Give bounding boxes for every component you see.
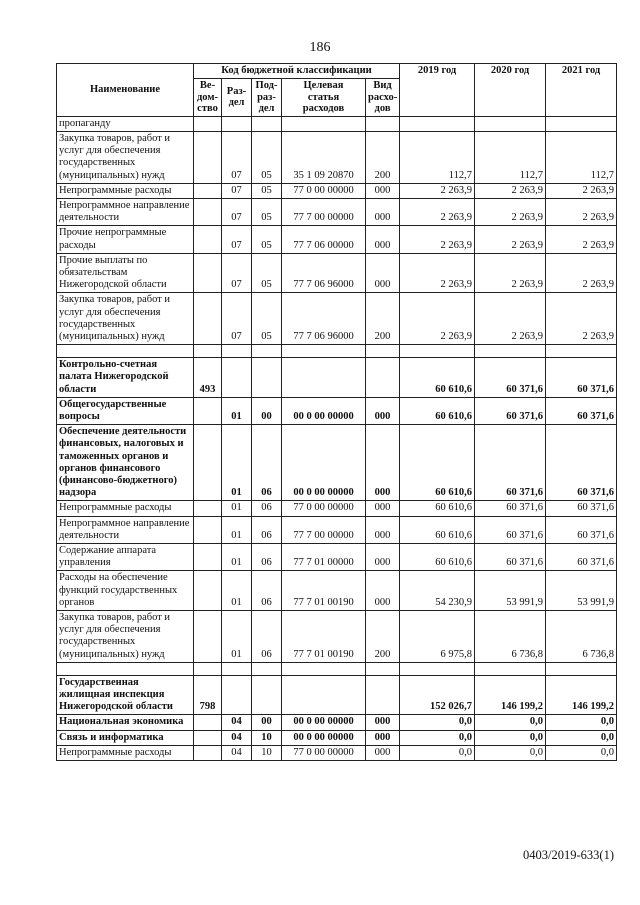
cell-razdel: 01 <box>222 571 252 611</box>
cell-name: Содержание аппарата управления <box>57 544 194 571</box>
table-row <box>57 675 617 715</box>
cell-csr: 77 7 06 96000 <box>282 293 366 345</box>
cell-y2019: 54 230,9 <box>400 571 475 611</box>
header-podrazdel: Под- раз- дел <box>252 79 282 117</box>
header-csr: Целевая статья расходов <box>282 79 366 117</box>
cell-podrazdel: 06 <box>252 516 282 543</box>
cell-csr: 00 0 00 00000 <box>282 425 366 501</box>
cell-y2020: 60 371,6 <box>475 397 546 424</box>
cell-csr: 77 0 00 00000 <box>282 183 366 198</box>
cell-csr <box>282 675 366 715</box>
cell-name: пропаганду <box>57 116 194 131</box>
page-number: 186 <box>309 40 331 55</box>
cell-y2021: 0,0 <box>546 745 617 760</box>
header-year-2021: 2021 год <box>546 64 617 117</box>
table-header <box>57 64 617 117</box>
cell-y2019: 0,0 <box>400 715 475 730</box>
cell-razdel: 01 <box>222 516 252 543</box>
table-body <box>57 116 617 760</box>
cell-name: Национальная экономика <box>57 715 194 730</box>
empty-cell <box>194 662 222 675</box>
cell-razdel: 04 <box>222 730 252 745</box>
cell-name: Государственная жилищная инспекция Нижегородской области <box>57 675 194 715</box>
empty-cell <box>366 345 400 358</box>
cell-y2019: 152 026,7 <box>400 675 475 715</box>
cell-razdel <box>222 675 252 715</box>
table-row <box>57 131 617 183</box>
cell-podrazdel: 06 <box>252 611 282 663</box>
empty-cell <box>252 662 282 675</box>
cell-podrazdel: 00 <box>252 397 282 424</box>
header-ved: Ве- дом- ство <box>194 79 222 117</box>
cell-y2021: 60 371,6 <box>546 501 617 516</box>
cell-name: Закупка товаров, работ и услуг для обеспечения государственных (муниципальных) нужд <box>57 293 194 345</box>
table-row <box>57 745 617 760</box>
header-year-2019: 2019 год <box>400 64 475 117</box>
cell-vr: 200 <box>366 611 400 663</box>
empty-cell <box>57 662 194 675</box>
cell-vr: 000 <box>366 226 400 253</box>
table-row <box>57 571 617 611</box>
cell-y2021: 6 736,8 <box>546 611 617 663</box>
cell-y2019: 6 975,8 <box>400 611 475 663</box>
cell-csr <box>282 116 366 131</box>
table-row <box>57 730 617 745</box>
cell-y2020: 60 371,6 <box>475 358 546 398</box>
cell-podrazdel: 06 <box>252 425 282 501</box>
cell-razdel: 07 <box>222 226 252 253</box>
cell-vr: 000 <box>366 516 400 543</box>
cell-vr: 000 <box>366 501 400 516</box>
cell-y2021: 2 263,9 <box>546 293 617 345</box>
cell-razdel: 04 <box>222 715 252 730</box>
table-row <box>57 358 617 398</box>
cell-csr: 77 7 00 00000 <box>282 516 366 543</box>
cell-podrazdel: 10 <box>252 730 282 745</box>
cell-vr: 000 <box>366 571 400 611</box>
table-row <box>57 544 617 571</box>
cell-y2021: 60 371,6 <box>546 358 617 398</box>
cell-vr: 000 <box>366 544 400 571</box>
cell-csr: 00 0 00 00000 <box>282 397 366 424</box>
cell-y2020: 2 263,9 <box>475 198 546 225</box>
cell-name: Закупка товаров, работ и услуг для обеспечения государственных (муниципальных) нужд <box>57 131 194 183</box>
cell-y2021: 60 371,6 <box>546 397 617 424</box>
cell-podrazdel: 05 <box>252 198 282 225</box>
cell-name: Общегосударственные вопросы <box>57 397 194 424</box>
cell-podrazdel <box>252 358 282 398</box>
cell-ved: 493 <box>194 358 222 398</box>
cell-podrazdel: 05 <box>252 226 282 253</box>
cell-ved <box>194 183 222 198</box>
table-row <box>57 293 617 345</box>
empty-cell <box>475 662 546 675</box>
cell-csr: 77 0 00 00000 <box>282 745 366 760</box>
cell-podrazdel: 10 <box>252 745 282 760</box>
cell-ved <box>194 198 222 225</box>
table-row <box>57 253 617 293</box>
cell-ved <box>194 425 222 501</box>
cell-y2020: 112,7 <box>475 131 546 183</box>
cell-ved <box>194 730 222 745</box>
cell-razdel: 07 <box>222 131 252 183</box>
table-row <box>57 516 617 543</box>
table-row <box>57 183 617 198</box>
cell-razdel <box>222 116 252 131</box>
cell-y2019: 60 610,6 <box>400 425 475 501</box>
cell-vr: 000 <box>366 253 400 293</box>
table-row <box>57 715 617 730</box>
header-year-2020: 2020 год <box>475 64 546 117</box>
cell-y2019: 2 263,9 <box>400 253 475 293</box>
cell-razdel: 01 <box>222 501 252 516</box>
cell-csr: 77 7 00 00000 <box>282 198 366 225</box>
cell-y2020: 53 991,9 <box>475 571 546 611</box>
empty-cell <box>475 345 546 358</box>
cell-ved <box>194 544 222 571</box>
cell-razdel: 01 <box>222 425 252 501</box>
cell-name: Непрограммные расходы <box>57 183 194 198</box>
cell-razdel: 01 <box>222 611 252 663</box>
cell-podrazdel: 00 <box>252 715 282 730</box>
cell-ved <box>194 611 222 663</box>
cell-y2020: 6 736,8 <box>475 611 546 663</box>
cell-podrazdel <box>252 116 282 131</box>
empty-cell <box>222 662 252 675</box>
cell-ved <box>194 397 222 424</box>
cell-y2020: 2 263,9 <box>475 253 546 293</box>
cell-razdel: 07 <box>222 253 252 293</box>
cell-y2019: 2 263,9 <box>400 198 475 225</box>
cell-vr: 000 <box>366 425 400 501</box>
empty-cell <box>252 345 282 358</box>
cell-podrazdel <box>252 675 282 715</box>
budget-table <box>56 63 617 761</box>
cell-vr: 000 <box>366 198 400 225</box>
empty-cell <box>282 345 366 358</box>
cell-y2021: 0,0 <box>546 715 617 730</box>
header-classification-group: Код бюджетной классификации <box>194 64 400 79</box>
cell-ved <box>194 745 222 760</box>
document-code: 0403/2019-633(1) <box>523 848 614 862</box>
cell-podrazdel: 06 <box>252 571 282 611</box>
cell-csr: 77 7 01 00190 <box>282 571 366 611</box>
cell-ved <box>194 253 222 293</box>
cell-name: Непрограммное направление деятельности <box>57 516 194 543</box>
cell-y2020: 60 371,6 <box>475 544 546 571</box>
cell-y2019 <box>400 116 475 131</box>
cell-razdel: 04 <box>222 745 252 760</box>
cell-y2020: 146 199,2 <box>475 675 546 715</box>
cell-ved <box>194 516 222 543</box>
cell-csr: 77 7 01 00190 <box>282 611 366 663</box>
cell-name: Непрограммные расходы <box>57 501 194 516</box>
empty-cell <box>366 662 400 675</box>
cell-y2020: 0,0 <box>475 715 546 730</box>
cell-y2020: 0,0 <box>475 730 546 745</box>
table-spacer-row <box>57 662 617 675</box>
cell-y2019: 60 610,6 <box>400 544 475 571</box>
cell-name: Обеспечение деятельности финансовых, налоговых и таможенных органов и органов финансового (финансово-бюджетного) надзора <box>57 425 194 501</box>
cell-vr <box>366 358 400 398</box>
cell-csr <box>282 358 366 398</box>
cell-y2019: 0,0 <box>400 745 475 760</box>
cell-csr: 77 7 01 00000 <box>282 544 366 571</box>
table-row <box>57 116 617 131</box>
cell-y2021: 53 991,9 <box>546 571 617 611</box>
cell-y2021 <box>546 116 617 131</box>
cell-name: Связь и информатика <box>57 730 194 745</box>
cell-razdel <box>222 358 252 398</box>
cell-podrazdel: 06 <box>252 501 282 516</box>
cell-y2021: 60 371,6 <box>546 425 617 501</box>
cell-name: Контрольно-счетная палата Нижегородской области <box>57 358 194 398</box>
cell-y2020: 60 371,6 <box>475 425 546 501</box>
cell-vr: 000 <box>366 730 400 745</box>
cell-csr: 00 0 00 00000 <box>282 730 366 745</box>
cell-y2021: 2 263,9 <box>546 253 617 293</box>
cell-name: Закупка товаров, работ и услуг для обеспечения государственных (муниципальных) нужд <box>57 611 194 663</box>
cell-name: Прочие непрограммные расходы <box>57 226 194 253</box>
cell-podrazdel: 06 <box>252 544 282 571</box>
cell-y2019: 0,0 <box>400 730 475 745</box>
cell-vr <box>366 116 400 131</box>
empty-cell <box>400 662 475 675</box>
table-spacer-row <box>57 345 617 358</box>
cell-razdel: 07 <box>222 293 252 345</box>
cell-podrazdel: 05 <box>252 131 282 183</box>
cell-y2020: 0,0 <box>475 745 546 760</box>
table-row <box>57 226 617 253</box>
cell-razdel: 01 <box>222 397 252 424</box>
cell-y2019: 112,7 <box>400 131 475 183</box>
cell-ved <box>194 293 222 345</box>
table-row <box>57 198 617 225</box>
cell-y2021: 0,0 <box>546 730 617 745</box>
header-vr: Вид расхо- дов <box>366 79 400 117</box>
cell-y2021: 2 263,9 <box>546 183 617 198</box>
empty-cell <box>57 345 194 358</box>
cell-ved: 798 <box>194 675 222 715</box>
cell-y2021: 112,7 <box>546 131 617 183</box>
cell-y2020: 60 371,6 <box>475 501 546 516</box>
cell-vr: 000 <box>366 183 400 198</box>
cell-name: Непрограммные расходы <box>57 745 194 760</box>
cell-vr: 000 <box>366 397 400 424</box>
empty-cell <box>194 345 222 358</box>
table-row <box>57 611 617 663</box>
header-razdel: Раз- дел <box>222 79 252 117</box>
cell-csr: 00 0 00 00000 <box>282 715 366 730</box>
cell-vr <box>366 675 400 715</box>
cell-ved <box>194 571 222 611</box>
cell-csr: 77 7 06 00000 <box>282 226 366 253</box>
cell-ved <box>194 226 222 253</box>
header-name: Наименование <box>57 64 194 117</box>
cell-razdel: 07 <box>222 183 252 198</box>
cell-y2019: 2 263,9 <box>400 293 475 345</box>
table-row <box>57 425 617 501</box>
cell-vr: 200 <box>366 131 400 183</box>
cell-y2021: 60 371,6 <box>546 544 617 571</box>
cell-podrazdel: 05 <box>252 183 282 198</box>
cell-vr: 000 <box>366 715 400 730</box>
cell-y2020: 60 371,6 <box>475 516 546 543</box>
cell-razdel: 07 <box>222 198 252 225</box>
cell-y2021: 2 263,9 <box>546 198 617 225</box>
cell-razdel: 01 <box>222 544 252 571</box>
cell-podrazdel: 05 <box>252 293 282 345</box>
cell-y2019: 2 263,9 <box>400 226 475 253</box>
empty-cell <box>546 662 617 675</box>
cell-y2021: 146 199,2 <box>546 675 617 715</box>
empty-cell <box>400 345 475 358</box>
table-row <box>57 501 617 516</box>
empty-cell <box>222 345 252 358</box>
cell-y2019: 60 610,6 <box>400 501 475 516</box>
empty-cell <box>282 662 366 675</box>
cell-csr: 77 0 00 00000 <box>282 501 366 516</box>
cell-vr: 200 <box>366 293 400 345</box>
cell-name: Непрограммное направление деятельности <box>57 198 194 225</box>
cell-podrazdel: 05 <box>252 253 282 293</box>
cell-y2020: 2 263,9 <box>475 226 546 253</box>
cell-y2019: 60 610,6 <box>400 397 475 424</box>
cell-y2021: 60 371,6 <box>546 516 617 543</box>
cell-vr: 000 <box>366 745 400 760</box>
cell-name: Прочие выплаты по обязательствам Нижегородской области <box>57 253 194 293</box>
cell-ved <box>194 116 222 131</box>
cell-y2020: 2 263,9 <box>475 293 546 345</box>
cell-ved <box>194 501 222 516</box>
cell-ved <box>194 131 222 183</box>
table-row <box>57 397 617 424</box>
cell-name: Расходы на обеспечение функций государственных органов <box>57 571 194 611</box>
cell-y2019: 60 610,6 <box>400 358 475 398</box>
cell-y2021: 2 263,9 <box>546 226 617 253</box>
cell-csr: 35 1 09 20870 <box>282 131 366 183</box>
empty-cell <box>546 345 617 358</box>
cell-ved <box>194 715 222 730</box>
cell-y2019: 60 610,6 <box>400 516 475 543</box>
cell-y2019: 2 263,9 <box>400 183 475 198</box>
cell-y2020 <box>475 116 546 131</box>
cell-y2020: 2 263,9 <box>475 183 546 198</box>
cell-csr: 77 7 06 96000 <box>282 253 366 293</box>
